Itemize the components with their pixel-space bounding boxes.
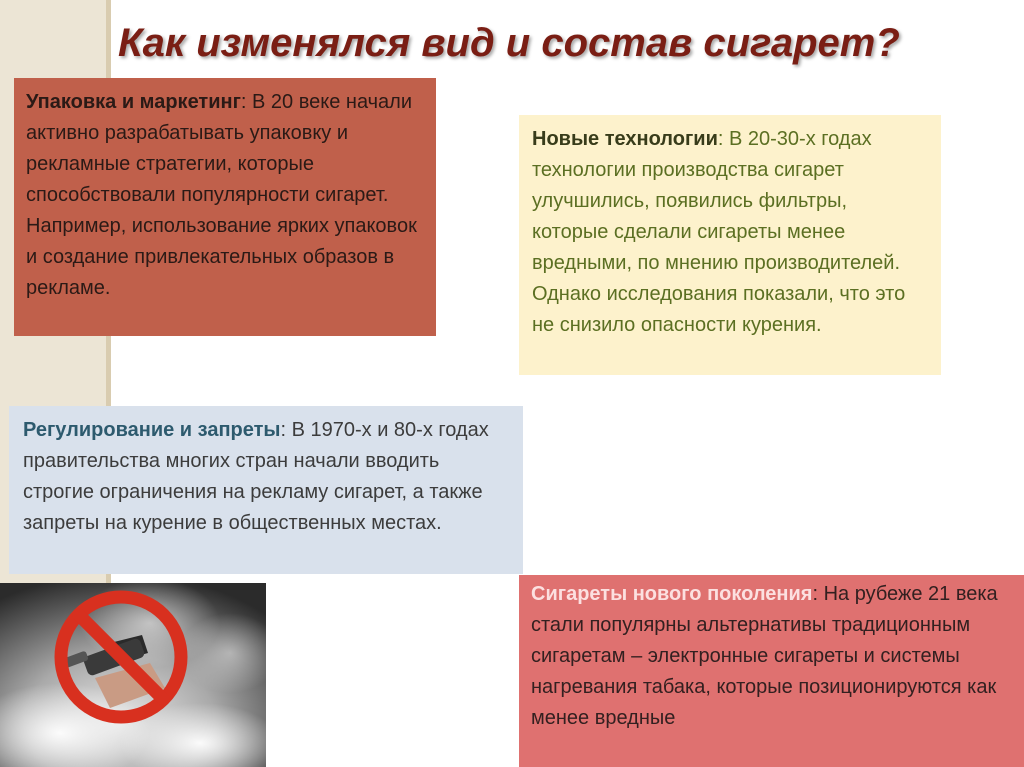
new-generation-text: : На рубеже 21 века стали популярны альтернативы традиционным сигаретам – электронные сигареты и системы нагревания табака, которые позиционируются как менее вредные — [531, 583, 998, 729]
technology-heading: Новые технологии — [532, 128, 718, 150]
regulation-box — [9, 406, 523, 574]
marketing-heading: Упаковка и маркетинг — [26, 91, 241, 113]
new-generation-heading: Сигареты нового поколения — [531, 583, 813, 605]
technology-text: : В 20-30-х годах технологии производства сигарет улучшились, появились фильтры, которые сделали сигареты менее вредными, по мнению производителей. Однако исследования показали, что это не снизило опасности курения. — [532, 128, 906, 336]
regulation-paragraph — [23, 415, 509, 539]
technology-paragraph — [532, 124, 928, 341]
technology-box — [519, 115, 941, 375]
regulation-heading: Регулирование и запреты — [23, 419, 281, 441]
marketing-text: : В 20 веке начали активно разрабатывать упаковку и рекламные стратегии, которые способствовали популярности сигарет. Например, использование ярких упаковок и создание привлекательных образов в рекламе. — [26, 91, 417, 299]
new-generation-box — [519, 575, 1024, 767]
new-generation-paragraph — [531, 579, 1012, 734]
regulation-text: : В 1970-х и 80-х годах правительства многих стран начали вводить строгие ограничения на рекламу сигарет, а также запреты на курение в общественных местах. — [23, 419, 489, 534]
marketing-paragraph — [26, 87, 424, 304]
no-vaping-icon — [0, 583, 266, 767]
marketing-box — [14, 78, 436, 336]
no-vaping-photo — [0, 583, 266, 767]
slide-title: Как изменялся вид и состав сигарет? — [118, 21, 900, 65]
